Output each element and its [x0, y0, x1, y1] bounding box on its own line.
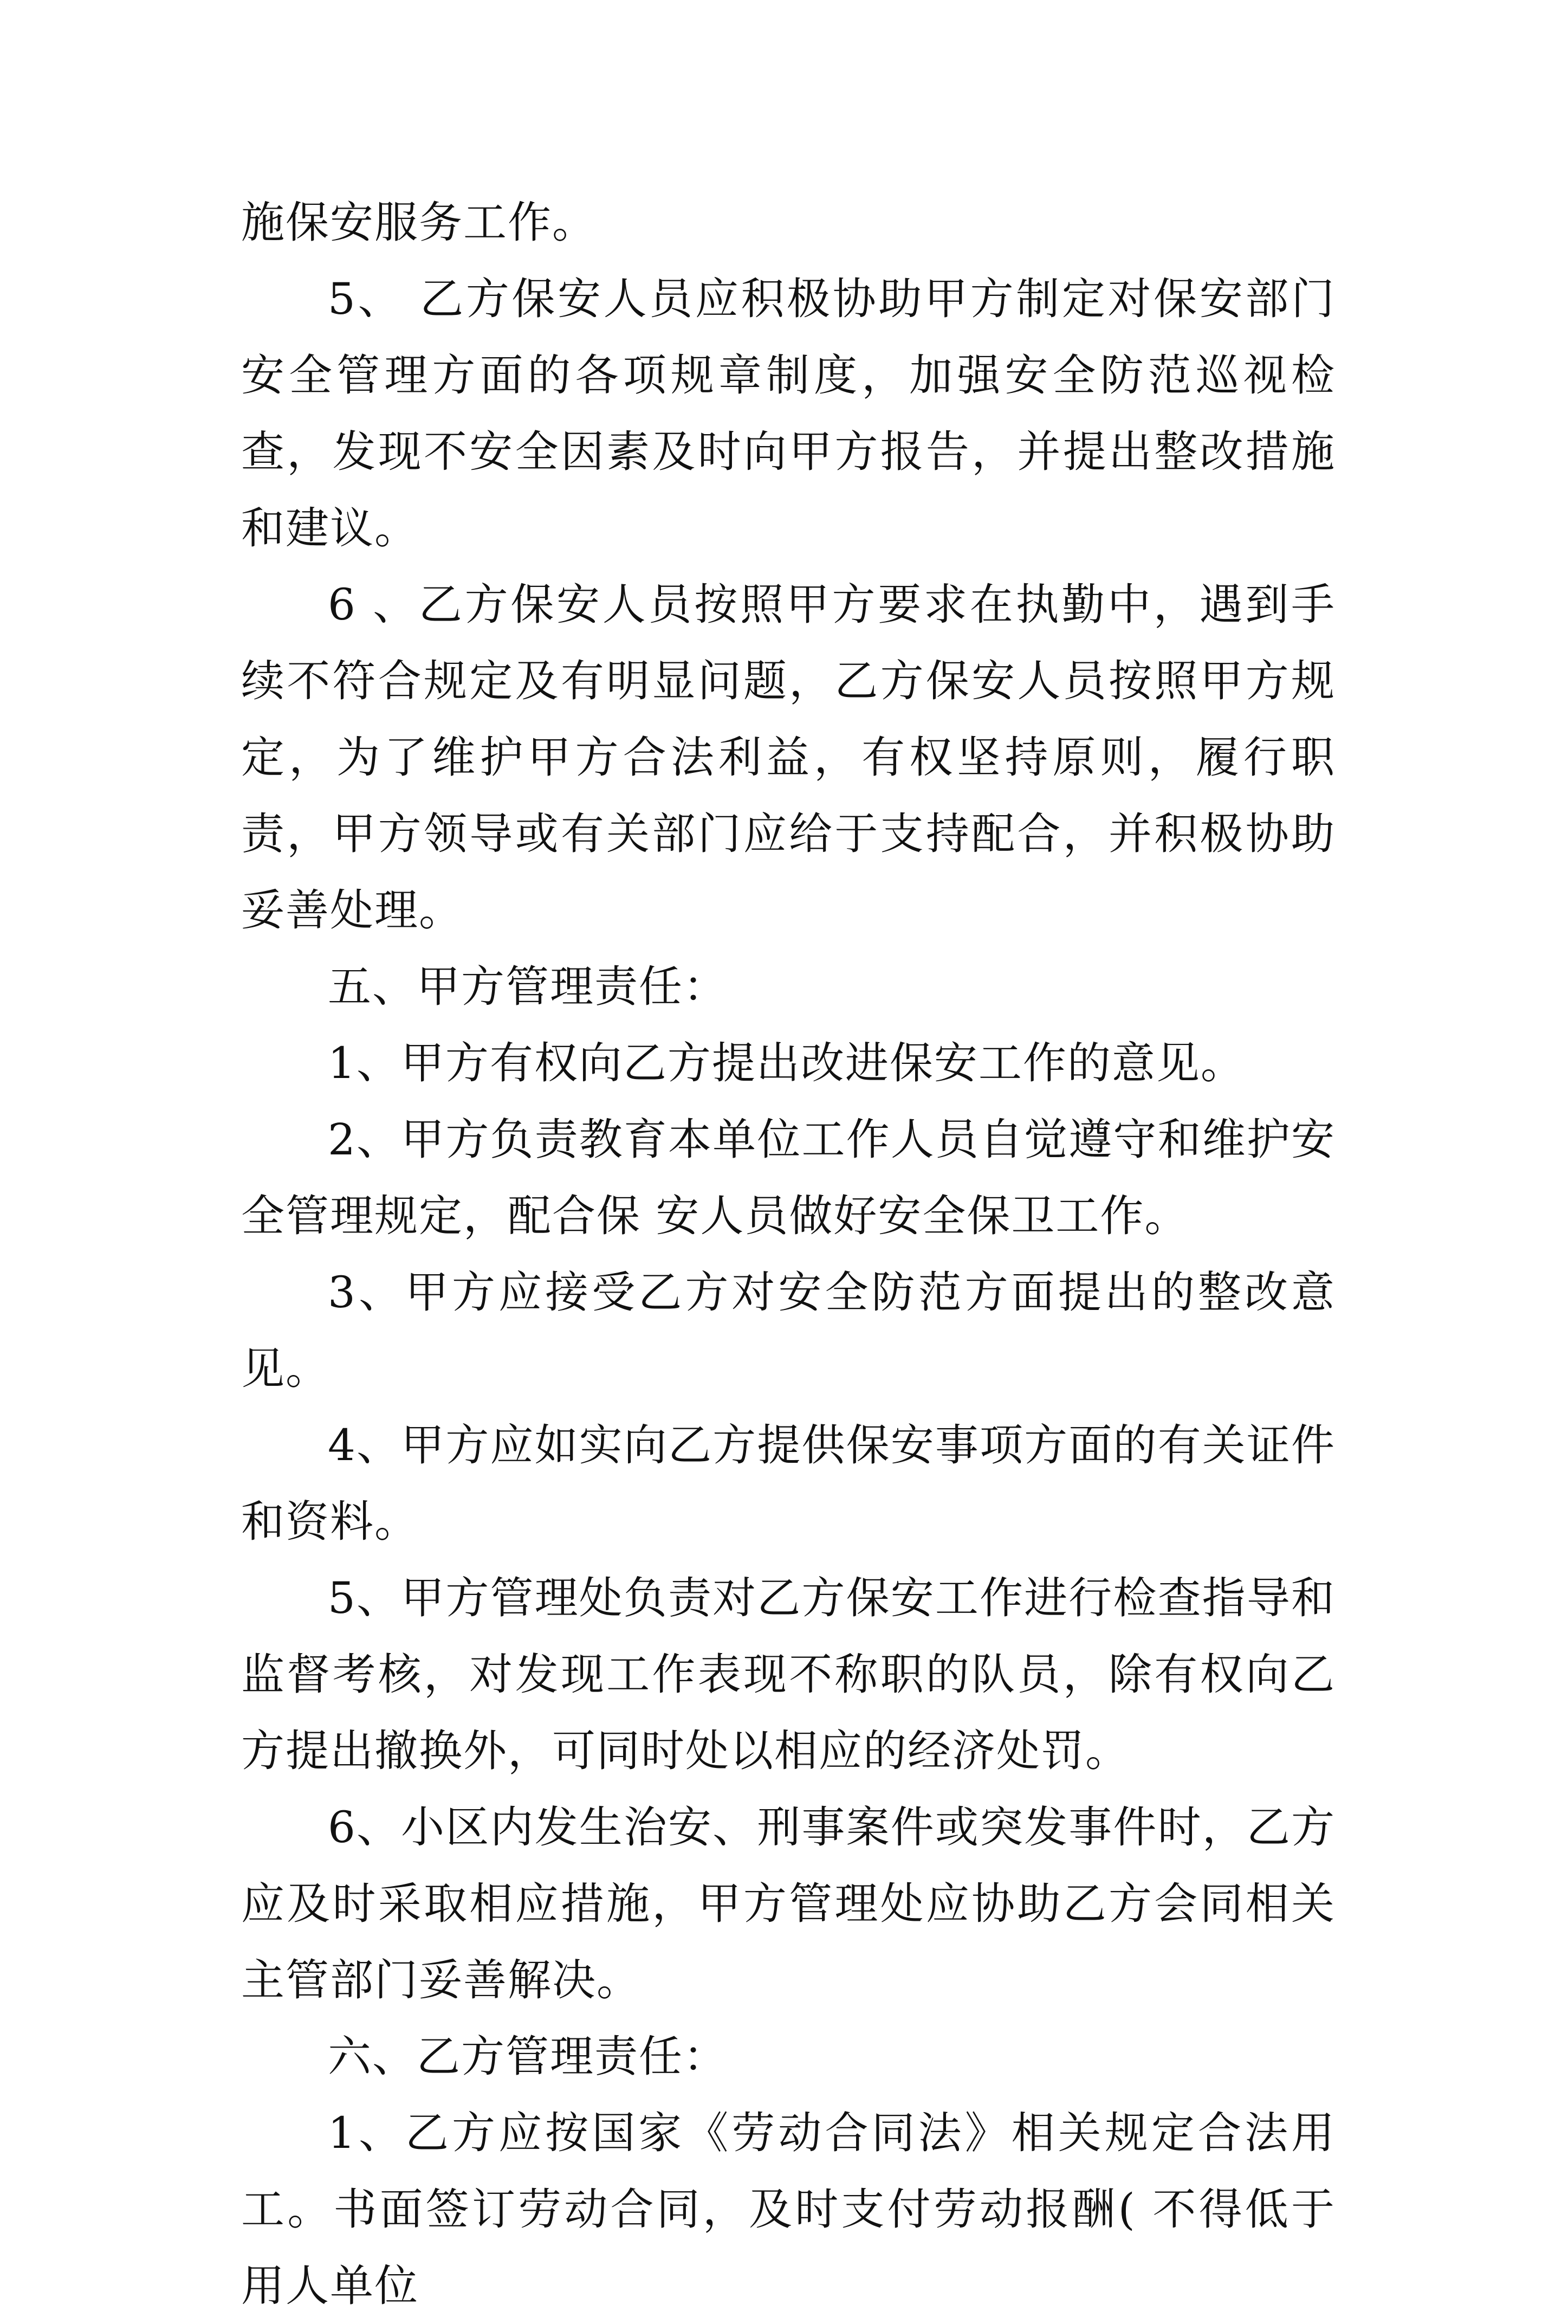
paragraph-item-6-duty-handling: 6 、乙方保安人员按照甲方要求在执勤中，遇到手续不符合规定及有明显问题，乙方保安人员按照甲方规定，为了维护甲方合法利益，有权坚持原则，履行职责，甲方领导或有关部门应给于支持配合，并积极协助妥善处理。 — [241, 579, 1336, 935]
paragraph-party-a-item-3: 3、甲方应接受乙方对安全防范方面提出的整改意见。 — [241, 1267, 1336, 1394]
section-heading-party-a: 五、甲方管理责任： — [328, 961, 728, 1012]
paragraph-party-a-item-6: 6、小区内发生治安、刑事案件或突发事件时，乙方应及时采取相应措施，甲方管理处应协助乙方会同相关主管部门妥善解决。 — [241, 1802, 1336, 2005]
document-body — [241, 184, 1336, 2324]
section-heading-party-b: 六、乙方管理责任： — [328, 2031, 728, 2082]
paragraph-party-a-item-1: 1、甲方有权向乙方提出改进保安工作的意见。 — [328, 1038, 1245, 1088]
paragraph-item-5-security-cooperation: 5、 乙方保安人员应积极协助甲方制定对保安部门安全管理方面的各项规章制度，加强安全防范巡视检查，发现不安全因素及时向甲方报告，并提出整改措施和建议。 — [241, 274, 1336, 553]
paragraph-party-b-item-1: 1、乙方应按国家《劳动合同法》相关规定合法用工。书面签订劳动合同，及时支付劳动报酬( 不得低于用人单位 — [241, 2108, 1336, 2311]
paragraph-continuation: 施保安服务工作。 — [241, 197, 597, 248]
paragraph-party-a-item-2: 2、甲方负责教育本单位工作人员自觉遵守和维护安全管理规定，配合保 安人员做好安全保卫工作。 — [241, 1114, 1336, 1241]
paragraph-party-a-item-4: 4、甲方应如实向乙方提供保安事项方面的有关证件和资料。 — [241, 1420, 1336, 1547]
paragraph-party-a-item-5: 5、甲方管理处负责对乙方保安工作进行检查指导和监督考核，对发现工作表现不称职的队员，除有权向乙方提出撤换外，可同时处以相应的经济处罚。 — [241, 1573, 1336, 1776]
